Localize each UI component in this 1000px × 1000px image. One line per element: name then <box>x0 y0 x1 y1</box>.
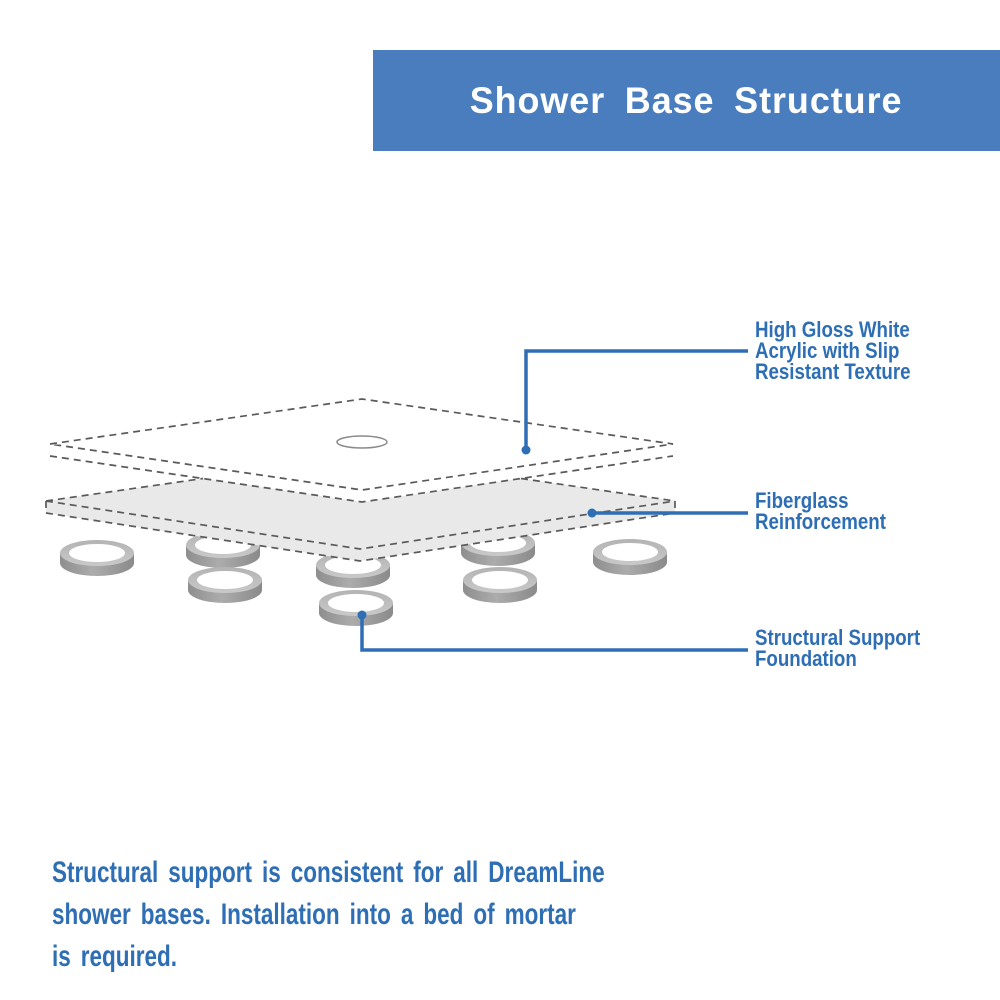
footnote <box>52 852 682 978</box>
support-ring <box>319 590 393 626</box>
label-fiberglass <box>755 490 1000 532</box>
leader-support <box>358 611 749 651</box>
leader-dot-fiberglass <box>588 509 597 518</box>
footnote-line: Structural support is consistent for all DreamLine <box>52 856 605 889</box>
support-ring <box>60 540 134 576</box>
label-acrylic <box>755 319 1000 382</box>
label-acrylic-line: Resistant Texture <box>755 359 911 384</box>
label-support-line: Foundation <box>755 646 857 671</box>
leader-dot-acrylic <box>522 446 531 455</box>
label-support <box>755 627 1000 669</box>
label-fiberglass-line: Fiberglass <box>755 488 849 513</box>
footnote-line: is required. <box>52 940 178 973</box>
footnote-line: shower bases. Installation into a bed of mortar <box>52 898 576 931</box>
label-acrylic-line: Acrylic with Slip <box>755 338 900 363</box>
support-ring <box>463 567 537 603</box>
header-banner <box>373 50 1000 151</box>
drain-opening <box>337 436 387 448</box>
support-ring <box>593 539 667 575</box>
support-ring <box>188 567 262 603</box>
label-support-line: Structural Support <box>755 625 921 650</box>
leader-dot-support <box>358 611 367 620</box>
fiberglass-layer <box>46 479 675 562</box>
label-acrylic-line: High Gloss White <box>755 317 910 342</box>
page-title: Shower Base Structure <box>470 79 903 121</box>
label-fiberglass-line: Reinforcement <box>755 509 886 534</box>
